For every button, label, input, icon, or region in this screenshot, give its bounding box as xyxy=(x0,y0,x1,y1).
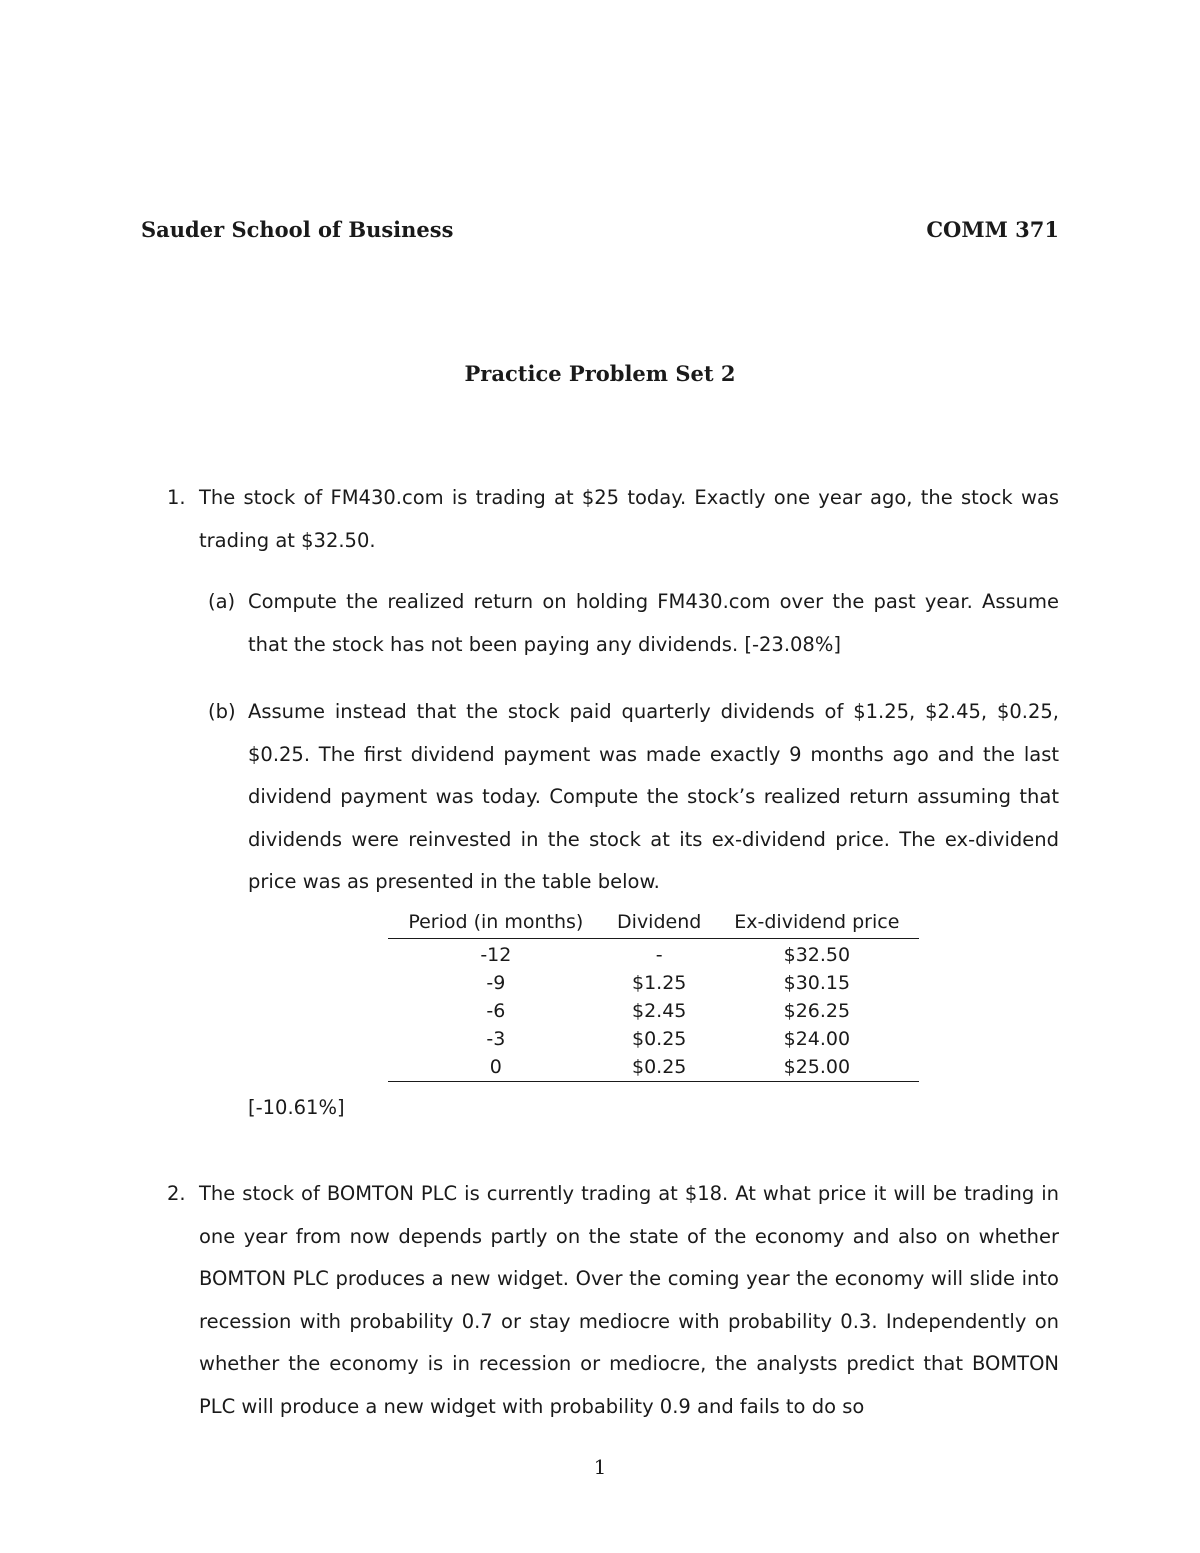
part-label: (b) xyxy=(208,700,236,723)
dividend-table xyxy=(388,906,919,1082)
table-cell: $26.25 xyxy=(783,1000,851,1022)
table-cell: $30.15 xyxy=(783,972,851,994)
table-cell: -3 xyxy=(486,1028,506,1050)
table-row xyxy=(388,1053,919,1082)
table-row xyxy=(388,997,919,1025)
table-cell: $0.25 xyxy=(631,1028,687,1050)
table-cell: $25.00 xyxy=(783,1056,851,1078)
table-cell: -6 xyxy=(486,1000,506,1022)
problem-number: 2. xyxy=(167,1182,186,1205)
column-header-ex-dividend-price: Ex-dividend price xyxy=(715,906,919,939)
table-cell: $32.50 xyxy=(783,944,851,966)
table-row xyxy=(388,939,919,970)
problem-number: 1. xyxy=(167,486,186,509)
part-label: (a) xyxy=(208,590,236,613)
problem-1 xyxy=(167,477,1059,562)
table-cell: $24.00 xyxy=(783,1028,851,1050)
problem-1-part-b xyxy=(208,691,1059,904)
table-row xyxy=(388,969,919,997)
part-text: Assume instead that the stock paid quarterly dividends of $1.25, $2.45, $0.25, $0.25. The first dividend payment was made exactly 9 months ago and the last dividend payment was today. Compute the stock’s realized return assuming that dividends were reinvested in the stock at its ex-dividend price. The ex-dividend price was as presented in the table below. xyxy=(248,700,1059,893)
problem-1-answer: [-10.61%] xyxy=(248,1096,345,1119)
column-header-dividend: Dividend xyxy=(604,906,715,939)
table-cell: -12 xyxy=(480,944,512,966)
problem-text: The stock of FM430.com is trading at $25 today. Exactly one year ago, the stock was trading at $32.50. xyxy=(199,486,1059,552)
page-number: 1 xyxy=(593,1455,607,1479)
table-row xyxy=(388,1025,919,1053)
school-name: Sauder School of Business xyxy=(141,217,454,242)
table-cell: $1.25 xyxy=(631,972,687,994)
course-code: COMM 371 xyxy=(926,217,1059,242)
problem-2 xyxy=(167,1173,1059,1428)
table-cell: -9 xyxy=(486,972,506,994)
column-header-period: Period (in months) xyxy=(388,906,604,939)
table-cell: $2.45 xyxy=(631,1000,687,1022)
table-cell: 0 xyxy=(489,1056,502,1078)
table-cell: $0.25 xyxy=(631,1056,687,1078)
part-text: Compute the realized return on holding FM430.com over the past year. Assume that the stock has not been paying any dividends. [-23.08%] xyxy=(248,590,1059,656)
problem-text: The stock of BOMTON PLC is currently trading at $18. At what price it will be trading in one year from now depends partly on the state of the economy and also on whether BOMTON PLC produces a new widget. Over the coming year the economy will slide into recession with probability 0.7 or stay mediocre with probability 0.3. Independently on whether the economy is in recession or mediocre, the analysts predict that BOMTON PLC will produce a new widget with probability 0.9 and fails to do so xyxy=(199,1182,1059,1418)
page-title: Practice Problem Set 2 xyxy=(464,361,736,386)
problem-1-part-a xyxy=(208,581,1059,666)
table-cell: - xyxy=(655,944,663,966)
table-header-row xyxy=(388,906,919,939)
